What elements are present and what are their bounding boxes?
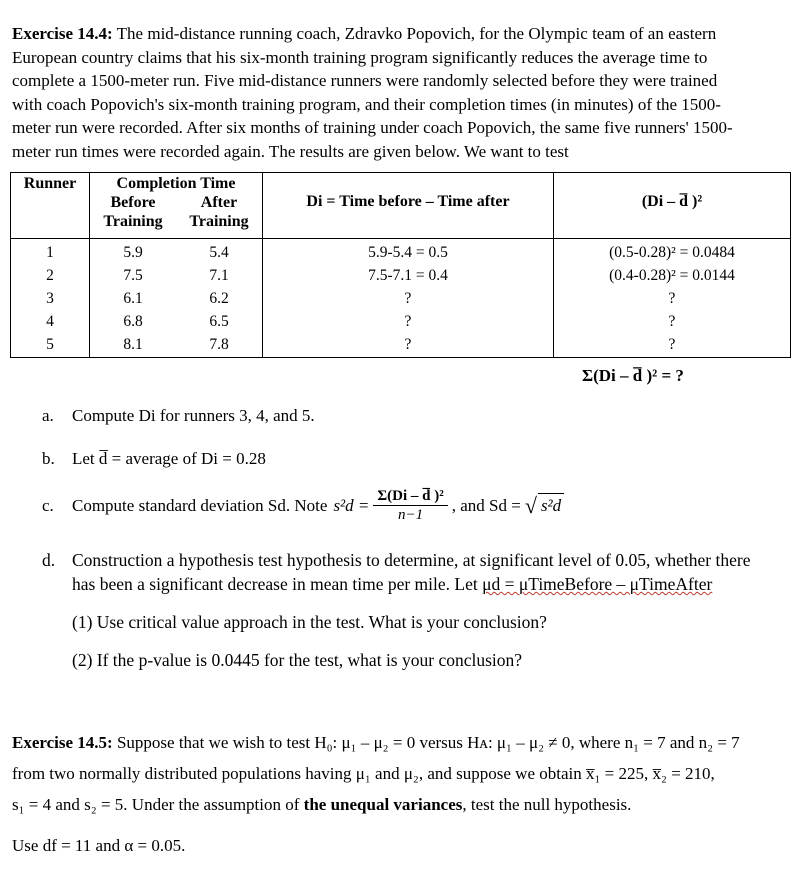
question-d-sub2: (2) If the p-value is 0.0445 for the test, what is your conclusion?: [72, 650, 523, 670]
question-d: [42, 548, 802, 672]
question-c-text: Compute standard deviation Sd. Note: [72, 495, 328, 515]
exercise-14-5-line4: Use df = 11 and α = 0.05.: [12, 836, 186, 855]
runner-table: [10, 172, 791, 358]
header-runner: Runner: [23, 175, 77, 192]
intro-line: complete a 1500-meter run. Five mid-distance runners were randomly selected before they were trained: [12, 71, 718, 90]
variance-fraction: [373, 487, 447, 524]
dev-value: ?: [668, 313, 676, 330]
times-column: [90, 239, 263, 358]
before-time: 5.9: [123, 244, 143, 261]
header-after-line1: After: [200, 194, 238, 211]
di-value: ?: [404, 290, 412, 307]
di-value: ?: [404, 313, 412, 330]
runner-column: [11, 239, 90, 358]
exercise-14-5-line3-bold: the unequal variances: [303, 795, 463, 814]
header-before-line1: Before: [110, 194, 156, 211]
sqrt-icon: √: [524, 492, 537, 518]
exercise-14-5-line3b: , test the null hypothesis.: [462, 795, 632, 814]
variance-numerator: Σ(Di – d̅ )²: [373, 487, 447, 506]
header-completion-cell: [90, 173, 263, 239]
intro-line: The mid-distance running coach, Zdravko Popovich, for the Olympic team of an eastern: [116, 24, 717, 43]
exercise-14-5-heading: Exercise 14.5:: [12, 733, 113, 752]
after-time: 6.2: [209, 290, 229, 307]
after-time: 5.4: [209, 244, 229, 261]
exercise-14-5-line3a: s₁ = 4 and s₂ = 5. Under the assumption of: [12, 795, 300, 814]
di-value: ?: [404, 336, 412, 353]
mu-definition: μd = μTimeBefore – μTimeAfter: [482, 574, 713, 594]
question-d-line2: has been a significant decrease in mean time per mile. Let: [72, 574, 478, 594]
runner-number: 3: [46, 290, 54, 307]
header-runner-cell: [11, 173, 90, 239]
after-time: 7.1: [209, 267, 229, 284]
before-time: 6.8: [123, 313, 143, 330]
exercise-14-5-line2: from two normally distributed populations having μ₁ and μ₂, and suppose we obtain x̅₁ = 225, x̅₂ = 210,: [12, 764, 715, 783]
intro-line: meter run times were recorded again. The results are given below. We want to test: [12, 141, 569, 161]
sqrt-content: s²d: [538, 493, 564, 518]
intro-line: meter run were recorded. After six months of training under coach Popovich, the same five runners' 1500-: [12, 118, 733, 137]
dev-value: ?: [668, 290, 676, 307]
sum-of-squares: Σ(Di – d̅ )² = ?: [582, 366, 684, 385]
dev-column: [554, 239, 791, 358]
runner-number: 4: [46, 313, 54, 330]
intro-line: European country claims that his six-month training program significantly reduces the average time to: [12, 47, 708, 67]
exercise-14-5-line1: Suppose that we wish to test H₀: μ₁ – μ₂ = 0 versus Hᴀ: μ₁ – μ₂ ≠ 0, where n₁ = 7 and n₂ = 7: [116, 733, 740, 752]
question-b-label: b.: [42, 449, 55, 468]
question-a-label: a.: [42, 406, 54, 425]
before-time: 6.1: [123, 290, 143, 307]
header-dev-cell: [554, 173, 791, 239]
dev-value: (0.5-0.28)² = 0.0484: [609, 244, 735, 261]
header-di-cell: [263, 173, 554, 239]
question-d-sub1: (1) Use critical value approach in the test. What is your conclusion?: [72, 612, 547, 632]
di-value: 5.9-5.4 = 0.5: [368, 244, 448, 261]
dev-value: (0.4-0.28)² = 0.0144: [609, 267, 735, 284]
question-a: [42, 404, 315, 428]
header-after-line2: Training: [189, 213, 249, 230]
header-di: Di = Time before – Time after: [306, 193, 510, 210]
runner-number: 2: [46, 267, 54, 284]
before-time: 8.1: [123, 336, 143, 353]
exercise-14-4-intro: [12, 22, 798, 163]
question-c-and: , and Sd =: [451, 495, 521, 515]
variance-symbol: s²d =: [333, 495, 370, 515]
header-dev: (Di – d̅ )²: [641, 193, 703, 210]
question-d-label: d.: [42, 550, 56, 570]
before-time: 7.5: [123, 267, 143, 284]
question-c-label: c.: [42, 495, 54, 515]
exercise-14-5: [12, 727, 798, 861]
variance-denominator: n−1: [398, 507, 424, 523]
header-before-line2: Training: [103, 213, 163, 230]
question-d-line1: Construction a hypothesis test hypothesis to determine, at significant level of 0.05, whether there: [72, 550, 751, 570]
runner-number: 5: [46, 336, 54, 353]
di-value: 7.5-7.1 = 0.4: [368, 267, 448, 284]
question-b-text: Let d̅ = average of Di = 0.28: [72, 449, 266, 468]
after-time: 6.5: [209, 313, 229, 330]
question-c: [42, 487, 564, 524]
dev-value: ?: [668, 336, 676, 353]
di-column: [263, 239, 554, 358]
question-b: [42, 447, 266, 471]
header-completion: Completion Time: [116, 175, 236, 192]
exercise-14-4-heading: Exercise 14.4:: [12, 24, 113, 43]
question-a-text: Compute Di for runners 3, 4, and 5.: [72, 406, 315, 425]
after-time: 7.8: [209, 336, 229, 353]
runner-number: 1: [46, 244, 54, 261]
intro-line: with coach Popovich's six-month training program, and their completion times (in minutes) of the 1500-: [12, 94, 721, 114]
